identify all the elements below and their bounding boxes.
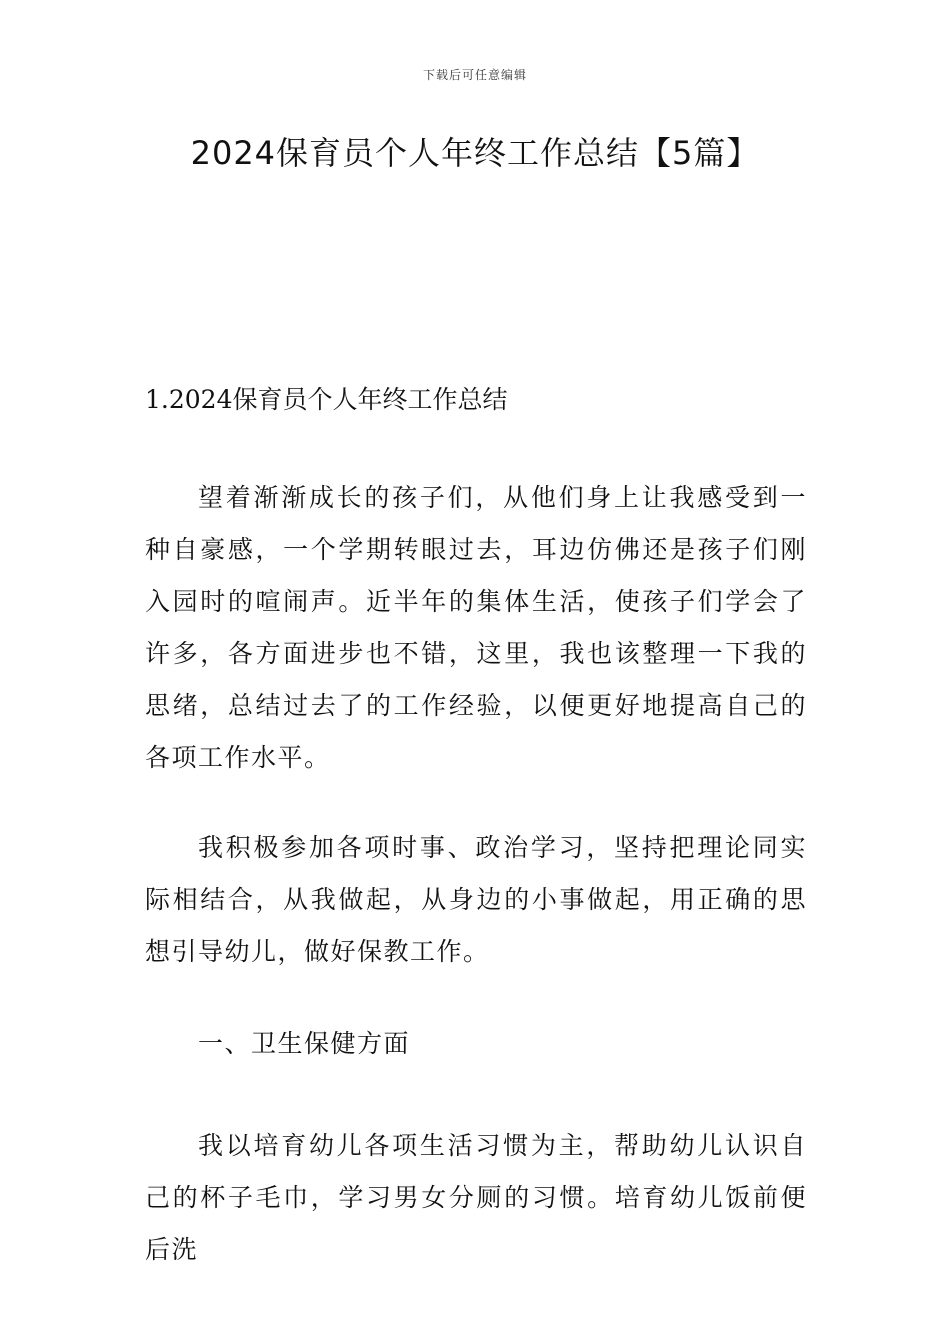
sub-heading-hygiene: 一、卫生保健方面 xyxy=(198,1029,411,1058)
section-heading: 1.2024保育员个人年终工作总结 xyxy=(145,385,508,414)
document-title: 2024保育员个人年终工作总结【5篇】 xyxy=(190,134,760,172)
paragraph-3: 我以培育幼儿各项生活习惯为主，帮助幼儿认识自己的杯子毛巾，学习男女分厕的习惯。培育幼儿饭前便后洗 xyxy=(145,1131,807,1264)
paragraph-2: 我积极参加各项时事、政治学习，坚持把理论同实际相结合，从我做起，从身边的小事做起，用正确的思想引导幼儿，做好保教工作。 xyxy=(145,833,807,966)
paragraph-1: 望着渐渐成长的孩子们，从他们身上让我感受到一种自豪感，一个学期转眼过去，耳边仿佛还是孩子们刚入园时的喧闹声。近半年的集体生活，使孩子们学会了许多，各方面进步也不错，这里，我也该整理一下我的思绪，总结过去了的工作经验，以便更好地提高自己的各项工作水平。 xyxy=(145,483,807,772)
header-note: 下载后可任意编辑 xyxy=(422,68,527,82)
